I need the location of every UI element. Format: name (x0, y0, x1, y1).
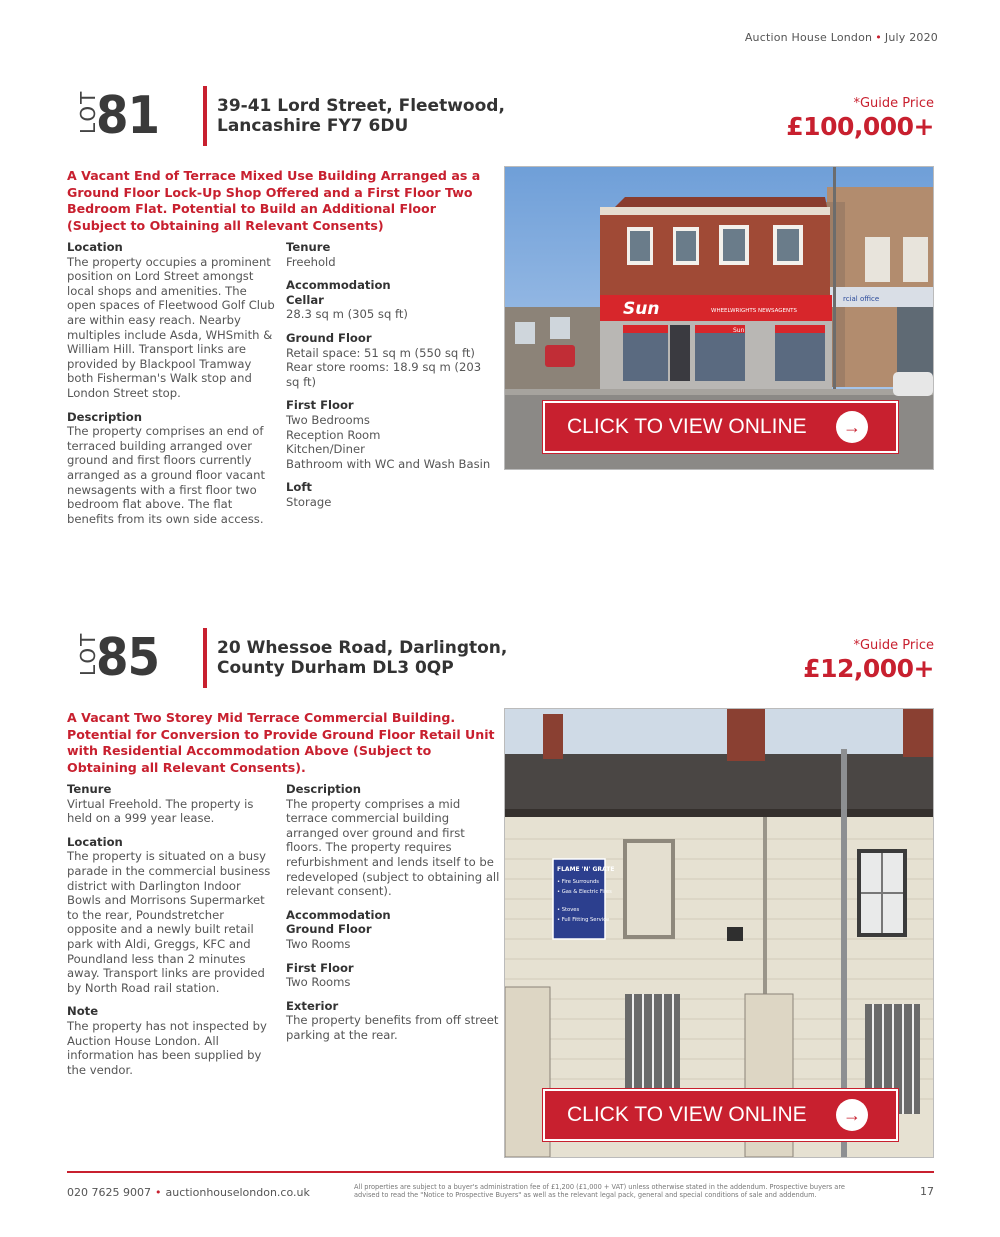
exterior-section: Exterior The property benefits from off street parking at the rear. (286, 998, 499, 1042)
issue-date: July 2020 (884, 31, 938, 44)
tenure-section: Tenure Freehold (286, 240, 336, 269)
svg-text:• Fire Surrounds: • Fire Surrounds (557, 879, 599, 885)
lot-number: 81 (96, 86, 160, 146)
view-online-button[interactable] (543, 1089, 898, 1141)
property-photo (504, 166, 934, 470)
lot-headline: A Vacant End of Terrace Mixed Use Building Arranged as a Ground Floor Lock-Up Shop Offered and a First Floor Two Bedroom Flat. Potential to Build an Additional Floor (Subject to Obtaining all Relevant Consents) (67, 168, 481, 233)
svg-text:FLAME 'N' GRATE: FLAME 'N' GRATE (557, 866, 615, 873)
header-brand: Auction House London • July 2020 (744, 31, 938, 44)
lot-divider (203, 86, 207, 146)
accommodation-section: Accommodation Cellar 28.3 sq m (305 sq ft) (286, 278, 408, 322)
accommodation-section: Accommodation Ground Floor Two Rooms (286, 907, 391, 951)
first-floor-section: First Floor Two Rooms (286, 960, 354, 990)
property-photo (504, 708, 934, 1158)
lot-right-column (286, 782, 500, 1052)
lot-headline: A Vacant Two Storey Mid Terrace Commercial Building. Potential for Conversion to Provide Ground Floor Retail Unit with Residential Accommodation Above (Subject to Obtaining all Relevant Consents). (67, 710, 495, 775)
note-section: Note The property has not inspected by Auction House London. All information has been supplied by the vendor. (67, 1004, 267, 1077)
guide-price: £12,000+ (803, 654, 934, 683)
lot-address: 39-41 Lord Street, Fleetwood, Lancashire FY7 6DU (217, 96, 505, 136)
footer-contact: 020 7625 9007 • auctionhouselondon.co.uk (67, 1186, 310, 1199)
svg-text:WHEELWRIGHTS NEWSAGENTS: WHEELWRIGHTS NEWSAGENTS (711, 308, 797, 314)
lot-left-column (67, 782, 277, 1086)
location-section: Location The property is situated on a busy parade in the commercial business district with Darlington Indoor Bowls and Morrisons Supermarket to the rear, Poundstretcher opposite and a newly built retail park with Aldi, Greggs, KFC and Poundland less than 2 minutes away. Transport links are provided by North Road rail station. (67, 834, 271, 995)
guide-price-label: *Guide Price (853, 638, 934, 653)
guide-price: £100,000+ (786, 112, 934, 141)
svg-text:Sun: Sun (623, 299, 660, 319)
footer-disclaimer: All properties are subject to a buyer's administration fee of £1,200 (£1,000 + VAT) unless otherwise stated in the addendum. Prospective buyers are advised to read the "Notice to Prospective Buyers" as well as the relevant legal pack, general and special conditions of sale and addendum. (354, 1183, 845, 1199)
tenure-section: Tenure Virtual Freehold. The property is held on a 999 year lease. (67, 782, 254, 826)
view-online-button[interactable] (543, 401, 898, 453)
loft-section: Loft Storage (286, 480, 332, 509)
brand-name: Auction House London (744, 31, 873, 44)
description-section: Description The property comprises a mid terrace commercial building arranged over ground and first floors. The property requires refurbishment and lends itself to be redeveloped (subject to obtaining all relevant consent). (286, 782, 500, 899)
lot-address: 20 Whessoe Road, Darlington, County Durham DL3 0QP (217, 638, 508, 678)
phone-number[interactable]: 020 7625 9007 (67, 1186, 151, 1199)
svg-text:• Stoves: • Stoves (557, 907, 580, 913)
first-floor-section: First Floor Two Bedrooms Reception Room Kitchen/Diner Bathroom with WC and Wash Basin (286, 398, 491, 471)
lot-number: 85 (96, 628, 160, 688)
arrow-right-icon: → (836, 1099, 868, 1131)
page-number: 17 (920, 1185, 934, 1198)
lot-left-column (67, 240, 277, 535)
arrow-right-icon: → (836, 411, 868, 443)
ground-floor-section: Ground Floor Retail space: 51 sq m (550 sq ft) Rear store rooms: 18.9 sq m (203 sq ft) (286, 330, 482, 389)
view-online-label: CLICK TO VIEW ONLINE (567, 415, 807, 438)
lot-label: LOT (76, 631, 100, 676)
view-online-label: CLICK TO VIEW ONLINE (567, 1103, 807, 1126)
guide-price-label: *Guide Price (853, 96, 934, 111)
footer-divider (67, 1171, 934, 1173)
lot-divider (203, 628, 207, 688)
description-section: Description The property comprises an end of terraced building arranged over ground and first floors currently arranged as a ground floor vacant newsagents with a first floor two bedroom flat above. The flat benefits from its own side access. (67, 409, 266, 526)
svg-text:• Gas & Electric Fires: • Gas & Electric Fires (557, 889, 612, 895)
lot-label: LOT (76, 89, 100, 134)
svg-text:• Full Fitting Service: • Full Fitting Service (557, 917, 610, 923)
lot-right-column (286, 240, 498, 519)
svg-text:Sun: Sun (733, 327, 745, 334)
svg-text:rcial office: rcial office (843, 295, 880, 303)
location-section: Location The property occupies a prominent position on Lord Street amongst local shops and amenities. The open spaces of Fleetwood Golf Club are within easy reach. Nearby multiples include Asda, WHSmith & William Hill. Transport links are provided by Blackpool Tramway both Fisherman's Walk stop and London Street stop. (67, 240, 275, 400)
website-link[interactable]: auctionhouselondon.co.uk (165, 1186, 310, 1199)
